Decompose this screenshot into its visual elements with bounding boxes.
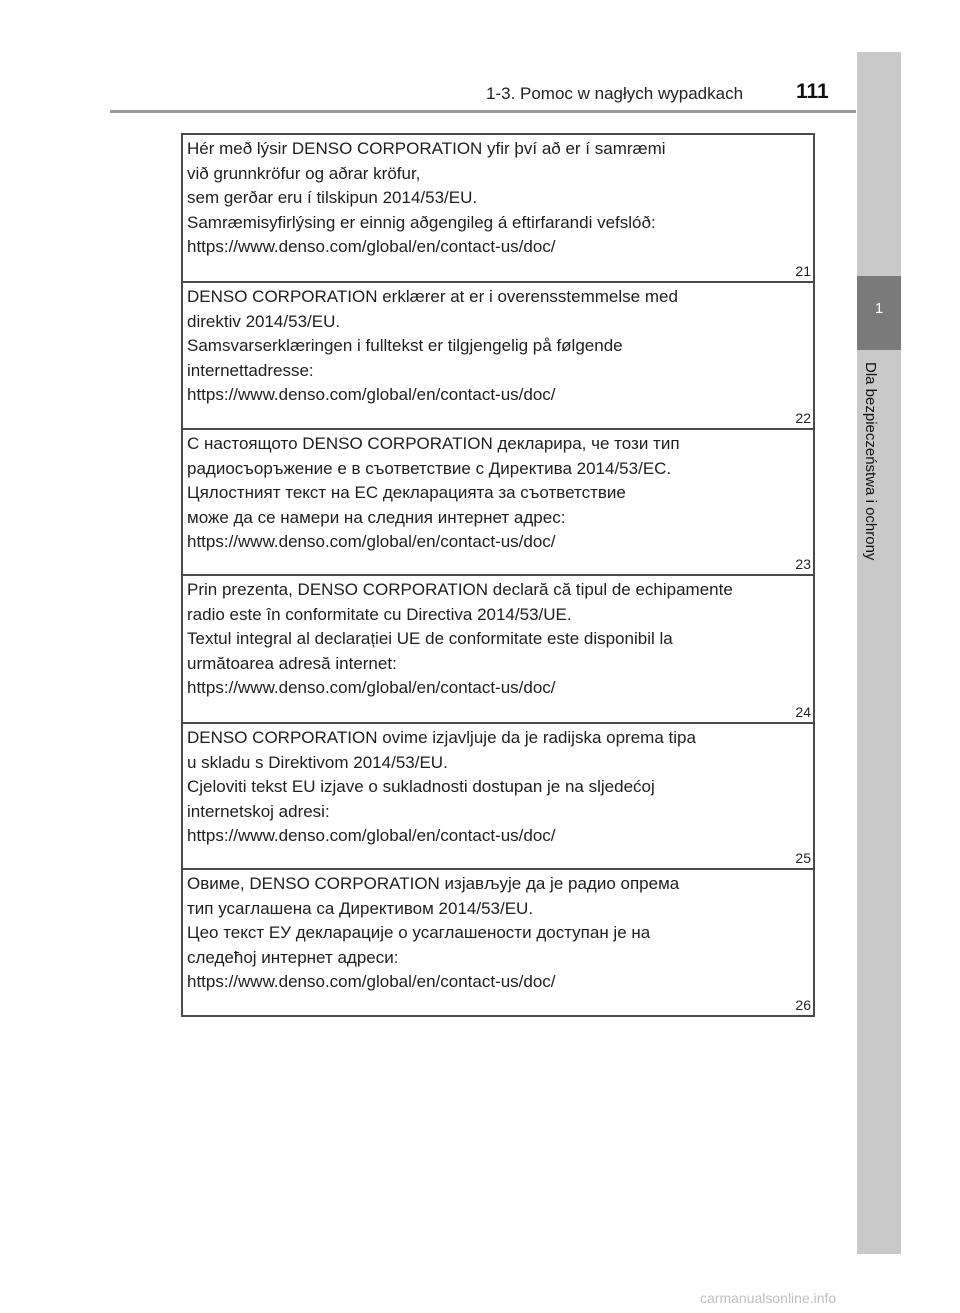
- declaration-number: 24: [795, 704, 811, 720]
- declaration-line: С настоящото DENSO CORPORATION декларира, че този тип: [187, 434, 680, 453]
- section-title: 1-3. Pomoc w nagłych wypadkach: [486, 84, 744, 103]
- declaration-line: următoarea adresă internet:: [187, 653, 397, 673]
- declaration-line: Hér með lýsir DENSO CORPORATION yfir því að er í samræmi: [187, 139, 666, 158]
- declaration-line: https://www.denso.com/global/en/contact-us/doc/: [187, 385, 556, 404]
- declaration-block-26: [183, 870, 813, 1015]
- chapter-label: Dla bezpieczeństwa i ochrony: [862, 362, 879, 561]
- declaration-line: internetskoj adresi:: [187, 801, 330, 821]
- declaration-line: Textul integral al declarației UE de conformitate este disponibil la: [187, 629, 673, 648]
- declaration-line: може да се намери на следния интернет адрес:: [187, 507, 566, 527]
- declaration-line: u skladu s Direktivom 2014/53/EU.: [187, 752, 448, 772]
- declaration-line: https://www.denso.com/global/en/contact-us/doc/: [187, 237, 556, 256]
- declaration-line: Samsvarserklæringen i fulltekst er tilgjengelig på følgende: [187, 336, 623, 355]
- declaration-line: https://www.denso.com/global/en/contact-us/doc/: [187, 532, 556, 551]
- declarations-panel: [181, 133, 815, 1017]
- declaration-line: https://www.denso.com/global/en/contact-us/doc/: [187, 826, 556, 845]
- declaration-line: direktiv 2014/53/EU.: [187, 311, 341, 331]
- declaration-line: sem gerðar eru í tilskipun 2014/53/EU.: [187, 188, 478, 207]
- watermark: carmanualsonline.info: [700, 1290, 837, 1306]
- declaration-line: тип усаглашена са Директивом 2014/53/EU.: [187, 898, 534, 918]
- declaration-number: 22: [795, 410, 811, 426]
- declaration-line: Samræmisyfirlýsing er einnig aðgengileg á eftirfarandi vefslóð:: [187, 212, 656, 232]
- declaration-number: 23: [795, 556, 811, 572]
- declaration-line: Prin prezenta, DENSO CORPORATION declară că tipul de echipamente: [187, 580, 733, 599]
- declaration-block-22: [183, 283, 813, 430]
- declaration-block-25: [183, 724, 813, 870]
- declaration-line: DENSO CORPORATION erklærer at er i overensstemmelse med: [187, 287, 678, 306]
- chapter-number: 1: [874, 300, 884, 317]
- declaration-number: 25: [795, 850, 811, 866]
- declaration-line: https://www.denso.com/global/en/contact-us/doc/: [187, 972, 556, 991]
- chapter-side-tab: [857, 52, 901, 1254]
- declaration-line: Овиме, DENSO CORPORATION изјављује да је радио опрема: [187, 874, 680, 893]
- header-divider: [110, 110, 856, 113]
- page-number: 111: [796, 80, 829, 103]
- declaration-line: radio este în conformitate cu Directiva 2014/53/UE.: [187, 604, 572, 624]
- declaration-line: Цео текст ЕУ декларације о усаглашености доступан је на: [187, 923, 651, 942]
- declaration-line: радиосъоръжение е в съответствие с Директива 2014/53/ЕС.: [187, 458, 672, 478]
- declaration-line: Цялостният текст на ЕС декларацията за съответствие: [187, 483, 626, 502]
- declaration-number: 21: [795, 263, 811, 279]
- declaration-line: internettadresse:: [187, 360, 314, 380]
- declaration-block-21: [183, 135, 813, 283]
- declaration-block-23: [183, 430, 813, 576]
- declaration-line: следећој интернет адреси:: [187, 947, 399, 967]
- declaration-block-24: [183, 576, 813, 724]
- declaration-line: https://www.denso.com/global/en/contact-us/doc/: [187, 678, 556, 697]
- declaration-line: DENSO CORPORATION ovime izjavljuje da je radijska oprema tipa: [187, 728, 696, 747]
- declaration-line: við grunnkröfur og aðrar kröfur,: [187, 163, 421, 183]
- declaration-number: 26: [795, 997, 811, 1013]
- declaration-line: Cjeloviti tekst EU izjave o sukladnosti dostupan je na sljedećoj: [187, 777, 655, 796]
